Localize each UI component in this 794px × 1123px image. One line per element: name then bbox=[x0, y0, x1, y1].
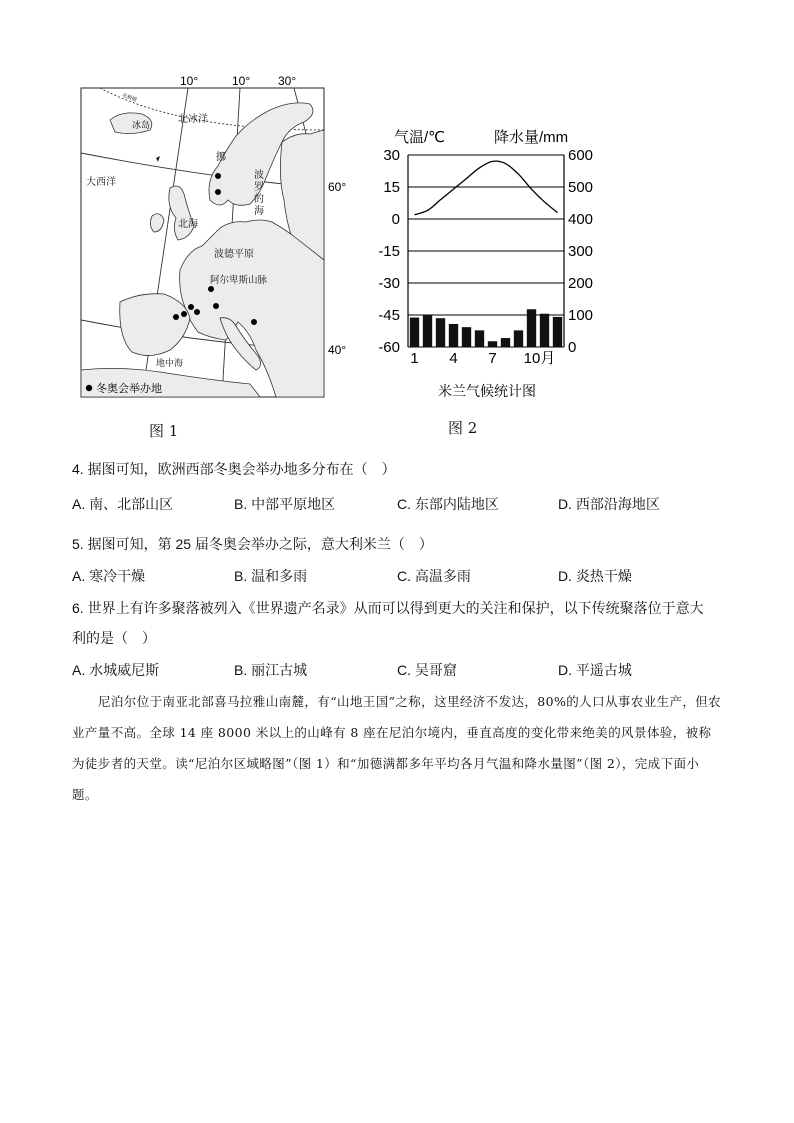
label-mediterranean: 地中海 bbox=[156, 358, 184, 368]
host-dot bbox=[213, 303, 219, 309]
q5-option-a[interactable]: A. 寒冷干燥 bbox=[72, 568, 146, 584]
legend-label: 冬奥会举办地 bbox=[96, 383, 162, 395]
precip-bar bbox=[423, 315, 432, 347]
label-alps: 阿尔卑斯山脉 bbox=[210, 275, 268, 286]
label-north-sea: 北海 bbox=[178, 219, 198, 230]
label-atlantic: 大西洋 bbox=[86, 177, 116, 188]
lat-label-60: 60° bbox=[328, 180, 347, 194]
q5-option-d[interactable]: D. 炎热干燥 bbox=[558, 568, 632, 584]
label-polish-plain: 波德平原 bbox=[214, 249, 254, 260]
q4-option-c[interactable]: C. 东部内陆地区 bbox=[397, 496, 499, 512]
host-dot bbox=[208, 286, 214, 292]
nepal-passage bbox=[72, 686, 724, 810]
precip-tick-label: 500 bbox=[568, 179, 594, 196]
q6-option-c[interactable]: C. 吴哥窟 bbox=[397, 662, 457, 678]
precip-bar bbox=[514, 330, 523, 347]
lon-label-10w: 10° bbox=[180, 74, 199, 88]
month-tick-label: 1 bbox=[410, 350, 419, 367]
label-norway: 挪 bbox=[216, 152, 226, 163]
precip-tick-label: 400 bbox=[568, 211, 594, 228]
figure2-caption: 图 2 bbox=[448, 419, 478, 437]
temperature-line bbox=[415, 161, 558, 215]
figure1-caption: 图 1 bbox=[149, 422, 179, 440]
precip-bar bbox=[527, 309, 536, 347]
host-dot bbox=[173, 314, 179, 320]
precip-bar bbox=[475, 330, 484, 347]
question-6-stem-line2: 利的是（ ） bbox=[72, 630, 156, 646]
q4-option-d[interactable]: D. 西部沿海地区 bbox=[558, 496, 660, 512]
q4-option-b[interactable]: B. 中部平原地区 bbox=[234, 496, 336, 512]
label-iceland: 冰岛 bbox=[132, 120, 151, 130]
q6-option-b[interactable]: B. 丽江古城 bbox=[234, 662, 308, 678]
temp-tick-label: 0 bbox=[391, 211, 400, 228]
precip-tick-label: 100 bbox=[568, 307, 594, 324]
host-dot bbox=[215, 189, 221, 195]
precip-bar bbox=[540, 314, 549, 347]
chart-right-axis-label: 降水量/mm bbox=[494, 129, 569, 146]
label-baltic-4: 海 bbox=[254, 206, 264, 217]
precip-bar bbox=[449, 324, 458, 347]
europe-map bbox=[60, 70, 350, 410]
precip-bar bbox=[501, 338, 510, 347]
host-dot bbox=[251, 319, 257, 325]
precip-tick-label: 600 bbox=[568, 147, 594, 164]
month-tick-label: 7 bbox=[488, 350, 497, 367]
legend-dot-icon bbox=[86, 385, 92, 391]
precip-bar bbox=[410, 318, 419, 347]
precip-bar bbox=[488, 341, 497, 347]
temp-tick-label: -15 bbox=[378, 243, 400, 260]
temp-tick-label: -30 bbox=[378, 275, 400, 292]
host-dot bbox=[194, 309, 200, 315]
temp-tick-label: -45 bbox=[378, 307, 400, 324]
label-baltic-2: 罗 bbox=[254, 182, 264, 193]
precip-tick-label: 0 bbox=[568, 339, 577, 356]
question-5-stem: 5. 据图可知，第 25 届冬奥会举办之际，意大利米兰（ ） bbox=[72, 536, 433, 552]
month-tick-label: 10月 bbox=[523, 350, 556, 367]
precip-tick-label: 200 bbox=[568, 275, 594, 292]
lon-label-30e: 30° bbox=[278, 74, 297, 88]
precip-bar bbox=[553, 317, 562, 347]
label-baltic-3: 的 bbox=[254, 194, 264, 205]
nepal-passage-text: 尼泊尔位于南亚北部喜马拉雅山南麓，有“山地王国”之称，这里经济不发达，80%的人口从事农业生产，但农业产量不高。全球 14 座 8000 米以上的山峰有 8 座在尼泊尔境内，垂直高度的变化带来绝美的风景体验，被称为徒步者的天堂。读“尼泊尔区域略图”（图 1）和“加德满都多年平均各月气温和降水量图”（图 2），完成下面小题。 bbox=[72, 694, 722, 802]
temp-tick-label: 15 bbox=[383, 179, 400, 196]
q4-option-a[interactable]: A. 南、北部山区 bbox=[72, 496, 174, 512]
lon-label-10e: 10° bbox=[232, 74, 251, 88]
precip-tick-label: 300 bbox=[568, 243, 594, 260]
host-dot bbox=[215, 173, 221, 179]
label-baltic-1: 波 bbox=[254, 170, 264, 181]
chart-title: 米兰气候统计图 bbox=[438, 383, 536, 399]
q6-option-a[interactable]: A. 水城威尼斯 bbox=[72, 662, 160, 678]
month-tick-label: 4 bbox=[449, 350, 458, 367]
label-arctic-circle: 北极圈 bbox=[121, 92, 138, 104]
precip-bar bbox=[462, 327, 471, 347]
precip-bar bbox=[436, 318, 445, 347]
label-arctic-ocean: 北冰洋 bbox=[178, 114, 208, 125]
q5-option-b[interactable]: B. 温和多雨 bbox=[234, 568, 308, 584]
temp-tick-label: 30 bbox=[383, 147, 400, 164]
host-dot bbox=[181, 311, 187, 317]
climate-chart bbox=[372, 122, 602, 412]
chart-left-axis-label: 气温/℃ bbox=[394, 129, 446, 146]
question-4-stem: 4. 据图可知，欧洲西部冬奥会举办地多分布在（ ） bbox=[72, 461, 396, 477]
host-dot bbox=[188, 304, 194, 310]
temp-tick-label: -60 bbox=[378, 339, 400, 356]
lat-label-40: 40° bbox=[328, 343, 347, 357]
question-6-stem-line1: 6. 世界上有许多聚落被列入《世界遗产名录》从而可以得到更大的关注和保护，以下传统聚落位于意大 bbox=[72, 600, 704, 616]
q6-option-d[interactable]: D. 平遥古城 bbox=[558, 662, 632, 678]
q5-option-c[interactable]: C. 高温多雨 bbox=[397, 568, 471, 584]
